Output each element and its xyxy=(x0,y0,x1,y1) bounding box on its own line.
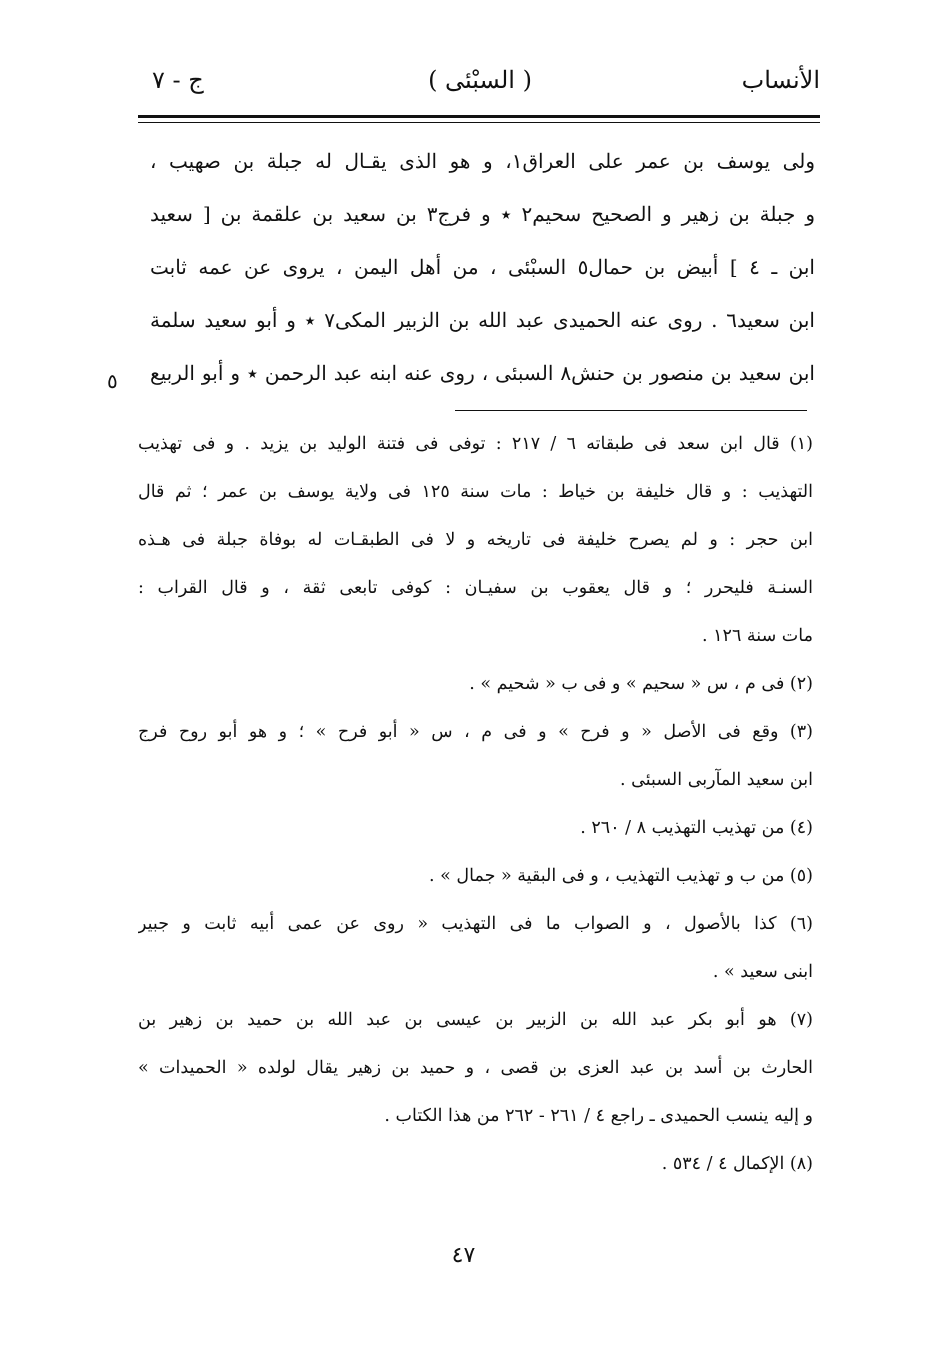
body-line: ابن سعيد٦ . روى عنه الحميدى عبد الله بن الزبير المكى٧ ٭ و أبو سعيد سلمة xyxy=(150,308,815,332)
footnotes xyxy=(138,420,813,1188)
header-rule-thick xyxy=(138,115,820,118)
footnote-line: (١) قال ابن سعد فى طبقاته ٦ / ٢١٧ : توفى فى فتنة الوليد بن يزيد . و فى تهذيب xyxy=(138,434,813,454)
page-number: ٤٧ xyxy=(451,1243,476,1268)
header-book-title: الأنساب xyxy=(741,66,820,94)
body-line: ولى يوسف بن عمر على العراق١، و هو الذى يقـال له جبلة بن صهيب ، xyxy=(150,149,815,173)
body-line: ابن ـ ٤ ] أبيض بن حمال٥ السبْئى ، من أهل اليمن ، يروى عن عمه ثابت xyxy=(150,255,815,279)
body-line: ابن سعيد بن منصور بن حنش٨ السبئى ، روى عنه ابنه عبد الرحمن ٭ و أبو الربيع xyxy=(150,361,815,385)
footnote-line: السنـة فليحرر ؛ و قال يعقوب بن سفيـان : كوفى تابعى ثقة ، و قال القراب : xyxy=(138,578,813,598)
footnote-separator xyxy=(455,410,807,411)
footnote-line: (٢) فى م ، س « سحيم » و فى ب « شحيم » . xyxy=(469,674,813,694)
main-text xyxy=(150,135,815,400)
footnote-line: مات سنة ١٢٦ . xyxy=(702,626,813,646)
header-rule-thin xyxy=(138,122,820,123)
header-entry-title: ( السبْئى ) xyxy=(428,66,532,94)
footnote-line: ابن سعيد المآربى السبئى . xyxy=(620,770,813,790)
footnote-line: (٣) وقع فى الأصل « و فرح » و فى م ، س « أبو فرح » ؛ و هو أبو روح فرج xyxy=(138,722,813,742)
running-header xyxy=(140,62,820,102)
footnote-line: و إليه ينسب الحميدى ـ راجع ٤ / ٢٦١ - ٢٦٢ من هذا الكتاب . xyxy=(384,1106,813,1126)
footnote-line: الحارث بن أسد بن عبد العزى بن قصى ، و حميد بن زهير يقال لولده « الحميدات » xyxy=(138,1058,813,1078)
body-line: و جبلة بن زهير و الصحيح سحيم٢ ٭ و فرج٣ بن سعيد بن علقمة بن [ سعيد xyxy=(150,202,815,226)
footnote-line: (٦) كذا بالأصول ، و الصواب ما فى التهذيب « روى عن عمى أبيه ثابت و جبير xyxy=(138,914,813,934)
footnote-line: (٧) هو أبو بكر عبد الله بن الزبير بن عيسى بن عبد الله بن حميد بن زهير بن xyxy=(138,1010,813,1030)
footnote-line: (٨) الإكمال ٤ / ٥٣٤ . xyxy=(661,1154,813,1174)
footnote-line: (٤) من تهذيب التهذيب ٨ / ٢٦٠ . xyxy=(580,818,813,838)
footnote-line: التهذيب : و قال خليفة بن خياط : مات سنة ١٢٥ فى ولاية يوسف بن عمر ؛ ثم قال xyxy=(138,482,813,502)
header-volume: ج - ٧ xyxy=(152,66,204,94)
footnote-line: (٥) من ب و تهذيب التهذيب ، و فى البقية « جمال » . xyxy=(429,866,813,886)
line-number-marker: ٥ xyxy=(107,369,118,393)
footnote-line: ابن حجر : و لم يصرح خليفة فى تاريخه و لا فى الطبقـات له بوفاة جبلة فى هـذه xyxy=(138,530,813,550)
footnote-line: ابنى سعيد » . xyxy=(712,962,813,982)
